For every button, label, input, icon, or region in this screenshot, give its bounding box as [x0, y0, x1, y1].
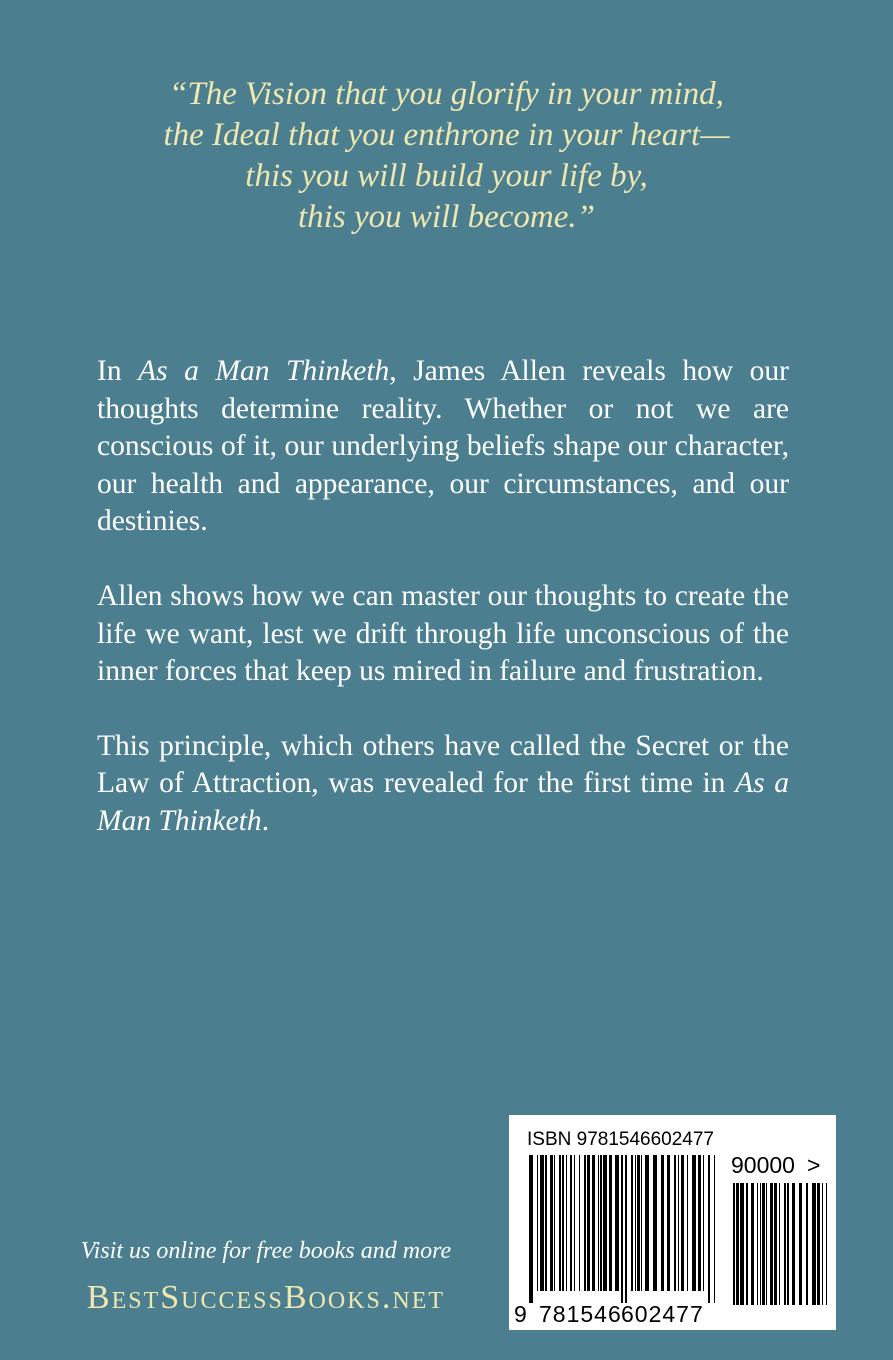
barcode-bar	[529, 1155, 533, 1303]
barcode-digits-right: 602477	[621, 1301, 704, 1327]
barcode-bar	[760, 1183, 761, 1305]
barcode-bar	[822, 1183, 823, 1305]
barcode-bar	[635, 1155, 636, 1291]
barcode-bar	[667, 1155, 670, 1291]
barcode-digit-lead: 9	[514, 1301, 527, 1327]
isbn-barcode-box	[509, 1115, 836, 1330]
barcode-bar	[774, 1183, 777, 1305]
book-title: As a Man Thinketh	[97, 767, 789, 837]
visit-tagline: Visit us online for free books and more	[80, 1238, 452, 1264]
quote-line-3: this you will build your life by,	[245, 158, 648, 194]
barcode-bar	[826, 1183, 827, 1305]
price-code: 90000	[731, 1152, 795, 1178]
barcode-bar	[714, 1155, 715, 1303]
barcode-bar	[770, 1183, 773, 1305]
barcode-bar	[762, 1183, 765, 1305]
barcode-bar	[545, 1155, 547, 1291]
addon-barcode-bars	[733, 1183, 827, 1305]
barcode-bar	[787, 1183, 789, 1305]
book-title: As a Man Thinketh	[138, 355, 390, 387]
barcode-bar	[708, 1155, 710, 1303]
barcode-bar	[574, 1155, 575, 1291]
barcode-bar	[645, 1155, 649, 1291]
barcode-bar	[661, 1155, 664, 1291]
barcode-bar	[641, 1155, 642, 1291]
barcode-bar	[566, 1155, 567, 1291]
book-description	[97, 353, 789, 878]
barcode-bar	[678, 1155, 679, 1291]
quote-line-4: this you will become.”	[298, 199, 595, 235]
barcode-bar	[733, 1183, 735, 1305]
barcode-bar	[812, 1183, 816, 1305]
barcode-bar	[736, 1183, 739, 1305]
barcode-bar	[631, 1155, 633, 1291]
epigraph-quote	[60, 74, 833, 238]
main-barcode-bars	[529, 1155, 715, 1303]
barcode-bar	[792, 1183, 795, 1305]
barcode-bar	[692, 1155, 696, 1291]
barcode-bar	[784, 1183, 786, 1305]
text-run: This principle, which others have called the Secret or the Law of Attraction, was revealed for the first time in	[97, 729, 789, 800]
barcode-bar	[600, 1155, 602, 1291]
barcode-bar	[751, 1183, 754, 1305]
text-run: .	[261, 804, 270, 837]
barcode-bar	[550, 1155, 553, 1291]
barcode-bar	[540, 1155, 544, 1291]
barcode-bar	[766, 1183, 767, 1305]
quote-line-2: the Ideal that you enthrone in your heart—	[163, 117, 730, 153]
barcode-bar	[698, 1155, 701, 1291]
barcode-bar	[703, 1155, 704, 1291]
barcode-bar	[615, 1155, 619, 1291]
barcode-bar	[609, 1155, 612, 1291]
barcode-bar	[687, 1155, 688, 1291]
barcode-bar	[746, 1183, 748, 1305]
barcode-bar	[598, 1155, 599, 1291]
quote-line-1: “The Vision that you glorify in your mind,	[169, 76, 724, 112]
text-run: , James Allen reveals how our thoughts determine reality. Whether or not we are conscious of it, our underlying beliefs shape our character, our health and appearance, our circumstances, and our destinies.	[97, 355, 789, 538]
barcode-bar	[570, 1155, 572, 1291]
barcode-bar	[587, 1155, 590, 1291]
barcode-bar	[584, 1155, 586, 1291]
barcode-bar	[799, 1183, 802, 1305]
barcode-bar	[537, 1155, 538, 1291]
barcode-bar	[681, 1155, 684, 1291]
barcode-bar	[674, 1155, 676, 1291]
description-paragraph-2: Allen shows how we can master our thoughts to create the life we want, lest we drift through life unconscious of the inner forces that keep us mired in failure and frustration.	[97, 579, 789, 688]
barcode-bar	[603, 1155, 607, 1291]
barcode-bar	[592, 1155, 595, 1291]
description-paragraph-3	[97, 728, 789, 841]
publisher-website: BestSuccessBooks.net	[86, 1279, 446, 1316]
text-run: In	[97, 355, 139, 387]
barcode-digits-left: 781546	[539, 1301, 622, 1327]
barcode-bar	[779, 1183, 780, 1305]
barcode-bar	[625, 1155, 627, 1303]
barcode-bar	[562, 1155, 564, 1291]
isbn-label: ISBN 9781546602477	[527, 1129, 714, 1150]
barcode-bar	[621, 1155, 623, 1303]
barcode-bar	[757, 1183, 758, 1305]
barcode-bar	[740, 1183, 744, 1305]
barcode-bar	[554, 1155, 555, 1291]
barcode-graphic	[509, 1115, 836, 1330]
barcode-bar	[637, 1155, 640, 1291]
barcode-bar	[559, 1155, 561, 1291]
barcode-bar	[579, 1155, 580, 1291]
description-paragraph-1	[97, 353, 789, 541]
barcode-bar	[806, 1183, 808, 1305]
price-arrow: >	[807, 1152, 821, 1178]
barcode-bar	[817, 1183, 820, 1305]
barcode-bar	[653, 1155, 657, 1291]
